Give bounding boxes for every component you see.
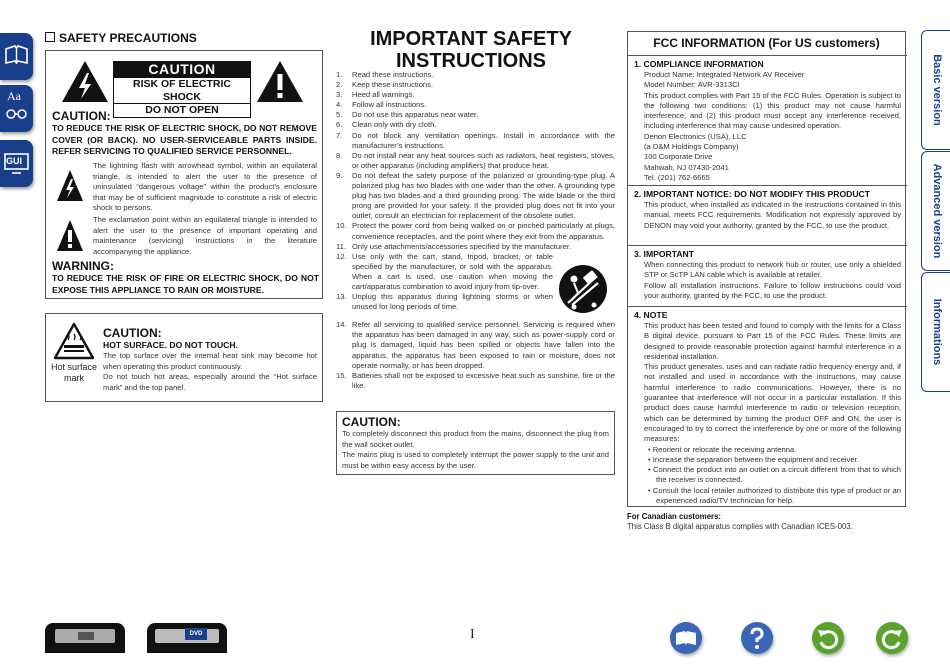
fcc-section-1-lines xyxy=(634,70,901,183)
receiver-dvd-thumbnail[interactable] xyxy=(147,623,227,653)
fcc-section-1-line: Product Name: Integrated Network AV Receiver xyxy=(644,70,805,79)
instruction-number: 5. xyxy=(336,110,343,120)
instruction-number: 2. xyxy=(336,80,343,90)
instruction-text: Do not use this apparatus near water. xyxy=(352,110,479,120)
instruction-number: 11. xyxy=(336,241,346,251)
caution-label: CAUTION xyxy=(113,61,251,78)
caution-label-block xyxy=(113,61,251,118)
page-number: I xyxy=(470,627,475,642)
instruction-item xyxy=(336,131,615,151)
tab-informations-label: Informations xyxy=(930,298,943,366)
fcc-note-bullet: • Connect the product into an outlet on a circuit different from that to which the receiver is connected. xyxy=(648,465,901,485)
instruction-text: Read these instructions. xyxy=(352,70,434,79)
checkbox-square-icon xyxy=(45,32,55,42)
lightning-triangle-small-icon xyxy=(56,169,84,203)
fcc-section-important xyxy=(628,245,907,305)
instruction-number: 12. xyxy=(336,251,347,261)
tab-informations[interactable] xyxy=(921,272,950,392)
page-title-line-2: INSTRUCTIONS xyxy=(396,50,546,72)
fcc-section-4-heading: 4. NOTE xyxy=(634,310,668,320)
instruction-text: Do not defeat the safety purpose of the polarized or grounding-type plug. A polarized plug has two blades with one wider than the other. A grounding type plug has two blades and a third grounding prong. The wide blade or the third prong are provided for your safety. If the provided plug does not fit into your outlet, consult an electrician for replacement of the obsolete outlet. xyxy=(352,170,615,221)
instruction-text: Do not block any ventilation openings. Install in accordance with the manufacturer’s instructions. xyxy=(352,130,615,150)
fcc-section-3-text-2: Follow all installation instructions. Failure to follow instructions could void your authority, granted by the FCC, to use the product. xyxy=(644,280,901,300)
text-size-glyph: Aa xyxy=(7,89,21,103)
book-icon xyxy=(670,622,702,654)
fcc-section-4-text-2: This product generates, uses and can radiate radio frequency energy and, if not installed and used in accordance with the instructions, may cause harmful interference to radio communications. However, there is no guarantee that interference will not occur in a particular installation. If this product does cause harmful interference to radio or television reception, which can be determined by turning the product OFF and ON, the user is encouraged to try to correct the interference by one or more of the following measures: xyxy=(644,362,901,444)
fcc-section-notice xyxy=(628,185,907,243)
receiver-display xyxy=(78,632,94,640)
instructions-list xyxy=(336,70,615,391)
hot-caution-sub: HOT SURFACE. DO NOT TOUCH. xyxy=(103,340,238,350)
safety-precautions-heading: SAFETY PRECAUTIONS xyxy=(45,31,197,45)
gui-label: GUI xyxy=(6,156,23,166)
fcc-section-3-heading: 3. IMPORTANT xyxy=(634,249,694,259)
manual-book-icon xyxy=(3,41,30,71)
hot-caution-title: CAUTION: xyxy=(103,326,162,340)
instruction-text: Follow all instructions. xyxy=(352,100,427,110)
hot-surface-caution-box xyxy=(45,313,323,402)
fcc-section-3-text-1: When connecting this product to network hub or router, use only a shielded STP or ScTP LAN cable which is available at retailer. xyxy=(644,260,901,280)
instruction-item xyxy=(336,90,615,100)
gui-tab[interactable] xyxy=(0,140,33,187)
fcc-note-bullet: • Increase the separation between the equipment and receiver. xyxy=(648,454,859,464)
text-size-tab[interactable] xyxy=(0,85,33,132)
instruction-number: 15. xyxy=(336,370,347,380)
instruction-text: Heed all warnings. xyxy=(352,90,415,100)
forward-button[interactable] xyxy=(876,622,908,654)
caution-title: CAUTION: xyxy=(52,109,111,123)
instruction-item xyxy=(336,320,615,370)
exclamation-description: The exclamation point within an equilateral triangle is intended to alert the user to the presence of important operating and maintenance (servicing) instructions in the literature accompanying the appliance. xyxy=(93,215,317,256)
instruction-item xyxy=(336,221,615,241)
hot-surface-icon xyxy=(53,322,95,360)
instruction-number: 4. xyxy=(336,100,343,110)
hot-surface-mark-label: Hot surface mark xyxy=(50,362,98,383)
canada-heading: For Canadian customers: xyxy=(627,512,722,521)
fcc-section-1-line: Denon Electronics (USA), LLC xyxy=(644,131,747,141)
fcc-section-1-heading: 1. COMPLIANCE INFORMATION xyxy=(634,59,764,69)
instruction-number: 7. xyxy=(336,130,343,140)
caution-electric-shock-box xyxy=(45,50,323,299)
instruction-item xyxy=(336,371,615,391)
back-button[interactable] xyxy=(812,622,844,654)
instruction-item xyxy=(336,110,615,120)
mid-caution-title: CAUTION: xyxy=(342,415,401,429)
instruction-item xyxy=(336,120,615,130)
fcc-section-note xyxy=(628,306,907,506)
caution-sub-1: RISK OF ELECTRIC SHOCK xyxy=(113,78,251,104)
mid-caution-text-2: The mains plug is used to completely interrupt the power supply to the unit and must be within easy access by the user. xyxy=(342,450,609,470)
instruction-item xyxy=(336,151,615,171)
fcc-title: FCC INFORMATION (For US customers) xyxy=(653,36,880,50)
cart-tipover-icon xyxy=(554,263,612,315)
instruction-item xyxy=(336,242,615,252)
tab-basic-version[interactable] xyxy=(921,30,950,150)
hot-caution-text-2: Do not touch hot areas, especially around the “Hot surface mark” and the top panel. xyxy=(103,372,317,392)
caution-text: TO REDUCE THE RISK OF ELECTRIC SHOCK, DO NOT REMOVE COVER (OR BACK). NO USER-SERVICEABLE PARTS INSIDE. REFER SERVICING TO QUALIFIED SERVICE PERSONNEL. xyxy=(52,123,317,156)
instruction-number: 10. xyxy=(336,221,347,231)
exclamation-triangle-small-icon xyxy=(56,219,84,253)
question-icon xyxy=(741,622,773,654)
instruction-text: Protect the power cord from being walked on or pinched particularly at plugs, convenience receptacles, and the point where they exit from the apparatus. xyxy=(352,221,615,241)
receiver-front-thumbnail[interactable] xyxy=(45,623,125,653)
fcc-section-1-line: Model Number: AVR-3313CI xyxy=(644,80,740,90)
help-button[interactable] xyxy=(741,622,773,654)
lightning-triangle-icon xyxy=(60,59,110,104)
mid-caution-text-1: To completely disconnect this product from the mains, disconnect the plug from the wall socket outlet. xyxy=(342,429,609,449)
fcc-section-2-text: This product, when installed as indicated in the instructions contained in this manual, meets FCC requirements. Modification not expressly approved by DENON may void your authority, granted by the FCC, to use the product. xyxy=(644,200,901,230)
fcc-section-2-heading: 2. IMPORTANT NOTICE: DO NOT MODIFY THIS PRODUCT xyxy=(634,189,871,199)
caution-sub-2: DO NOT OPEN xyxy=(113,104,251,118)
warning-title: WARNING: xyxy=(52,259,114,273)
fcc-note-bullet: • Consult the local retailer authorized to distribute this type of product or an experienced radio/TV technician for help. xyxy=(648,485,901,506)
contents-button[interactable] xyxy=(670,622,702,654)
instruction-text: Clean only with dry cloth. xyxy=(352,120,437,130)
warning-text: TO REDUCE THE RISK OF FIRE OR ELECTRIC SHOCK, DO NOT EXPOSE THIS APPLIANCE TO RAIN OR MOISTURE. xyxy=(52,273,319,295)
instruction-text: Unplug this apparatus during lightning storms or when unused for long periods of time. xyxy=(352,292,553,312)
manual-book-tab[interactable] xyxy=(0,33,33,80)
forward-arrow-icon xyxy=(876,622,908,654)
instruction-number: 3. xyxy=(336,90,343,100)
fcc-note-bullet: • Reorient or relocate the receiving antenna. xyxy=(648,444,797,454)
instruction-item xyxy=(336,100,615,110)
mid-caution-box xyxy=(336,411,615,475)
fcc-section-1-line: Mahwah, NJ 07430-2041 xyxy=(644,162,729,172)
instruction-number: 8. xyxy=(336,150,343,160)
instruction-number: 6. xyxy=(336,120,343,130)
instruction-number: 14. xyxy=(336,320,347,330)
instruction-text: Do not install near any heat sources such as radiators, heat registers, stoves, or other apparatus (including amplifiers) that produce heat. xyxy=(352,150,615,170)
instruction-item xyxy=(336,70,615,80)
dvd-badge: DVD xyxy=(185,628,207,640)
fcc-section-compliance xyxy=(628,55,907,185)
exclamation-triangle-icon xyxy=(255,59,305,104)
instruction-text: Only use attachments/accessories specified by the manufacturer. xyxy=(352,241,572,251)
instruction-item xyxy=(336,171,615,221)
lightning-description: The lightning flash with arrowhead symbol, within an equilateral triangle, is intended to alert the user to the presence of uninsulated “dangerous voltage” within the product’s enclosure that may be of sufficient magnitude to constitute a risk of electric shock to persons. xyxy=(93,161,317,213)
instruction-number: 1. xyxy=(336,70,343,79)
instruction-text: Keep these instructions. xyxy=(352,80,434,90)
fcc-section-1-line: Tel. (201) 762-6665 xyxy=(644,172,710,182)
back-arrow-icon xyxy=(812,622,844,654)
instruction-item xyxy=(336,80,615,90)
instruction-text: Use only with the cart, stand, tripod, bracket, or table specified by the manufacturer, or sold with the apparatus. When a cart is used, use caution when moving the cart/apparatus combination to avoid injury from tip-over. xyxy=(352,251,553,291)
instruction-text: Batteries shall not be exposed to excessive heat such as sunshine, fire or the like. xyxy=(352,370,615,390)
instruction-text: Refer all servicing to qualified service personnel. Servicing is required when the apparatus has been damaged in any way, such as power-supply cord or plug is damaged, liquid has been spilled or objects have fallen into the apparatus, the apparatus has been exposed to rain or moisture, does not operate normally, or has been dropped. xyxy=(352,320,615,370)
page-title xyxy=(336,28,606,72)
tab-advanced-version-label: Advanced version xyxy=(930,163,943,259)
hot-caution-text-1: The top surface over the internal heat sink may become hot when operating this product continuously. xyxy=(103,351,317,371)
fcc-section-4-bullets xyxy=(634,445,901,507)
fcc-section-1-line: 100 Corporate Drive xyxy=(644,152,713,162)
fcc-information-box xyxy=(627,31,906,507)
page-title-line-1: IMPORTANT SAFETY xyxy=(370,28,572,50)
fcc-section-1-line: This product complies with Part 15 of the FCC Rules. Operation is subject to the following two conditions: (1) this product may not cause harmful interference, and (2) this product must accept any interference received, including interference that may cause undesired operation. xyxy=(644,90,901,131)
fcc-section-1-line: (a D&M Holdings Company) xyxy=(644,142,739,152)
instruction-number: 13. xyxy=(336,292,347,302)
canada-text: This Class B digital apparatus complies with Canadian ICES-003. xyxy=(627,522,853,531)
fcc-section-4-text-1: This product has been tested and found to comply with the limits for a Class B digital device, pursuant to Part 15 of the FCC Rules. These limits are designed to provide reasonable protection against harmful interference in a residential installation. xyxy=(644,321,901,361)
tab-advanced-version[interactable] xyxy=(921,151,950,271)
instruction-number: 9. xyxy=(336,170,343,180)
tab-basic-version-label: Basic version xyxy=(930,54,943,126)
